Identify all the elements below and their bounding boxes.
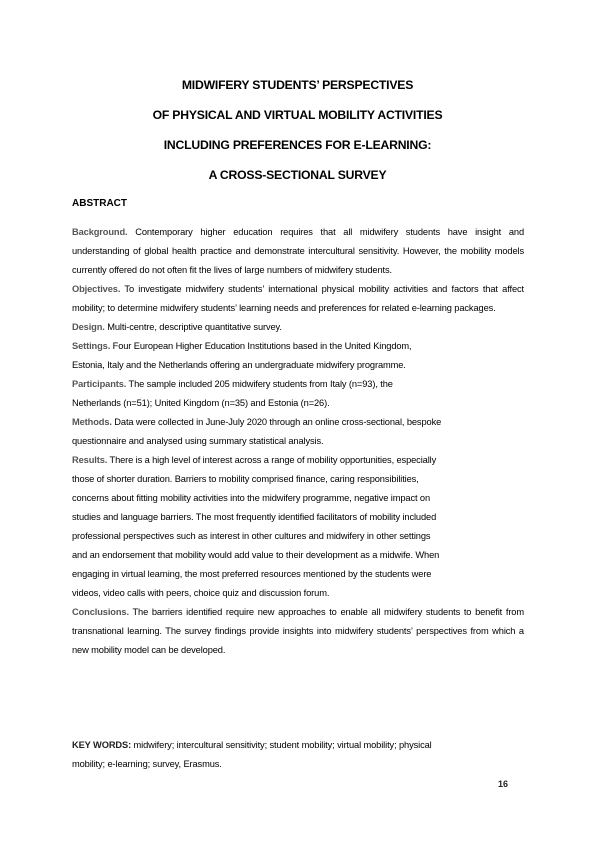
objectives-text: To investigate midwifery students’ international physical mobility activities and factors that affect mobility; to determine midwifery students’ learning needs and preferences for related e-learning packages. xyxy=(72,284,524,313)
keywords-paragraph xyxy=(72,736,527,774)
results-label: Results. xyxy=(72,455,108,465)
results-line-3: concerns about fitting mobility activities into the midwifery programme, negative impact on xyxy=(72,493,431,503)
title-line-1: MIDWIFERY STUDENTS’ PERSPECTIVES xyxy=(181,78,414,92)
settings-line-1: Four European Higher Education Institutions based in the United Kingdom, xyxy=(110,341,412,351)
conclusions-label: Conclusions. xyxy=(72,607,129,617)
conclusions-paragraph xyxy=(72,603,524,660)
objectives-label: Objectives. xyxy=(72,284,121,294)
page-number: 16 xyxy=(498,779,509,789)
design-text: Multi-centre, descriptive quantitative survey. xyxy=(104,322,282,332)
settings-line-2: Estonia, Italy and the Netherlands offering an undergraduate midwifery programme. xyxy=(72,360,406,370)
results-paragraph xyxy=(72,451,524,603)
methods-paragraph xyxy=(72,413,524,451)
title-line-4: A CROSS-SECTIONAL SURVEY xyxy=(208,168,387,182)
abstract-body xyxy=(72,223,524,660)
keywords-label: KEY WORDS: xyxy=(72,740,132,750)
participants-paragraph xyxy=(72,375,524,413)
background-text: Contemporary higher education requires that all midwifery students have insight and understanding of global health practice and demonstrate intercultural sensitivity. However, the mobility models currently offered do not often fit the lives of large numbers of midwifery students. xyxy=(72,227,524,275)
title-line-2: OF PHYSICAL AND VIRTUAL MOBILITY ACTIVITIES xyxy=(152,108,443,122)
conclusions-text: The barriers identified require new approaches to enable all midwifery students to benefit from transnational learning. The survey findings provide insights into midwifery students’ perspectives from which a new mobility model can be developed. xyxy=(72,607,524,655)
abstract-heading: ABSTRACT xyxy=(72,198,127,209)
results-line-6: and an endorsement that mobility would add value to their development as a midwife. When xyxy=(72,550,440,560)
keywords-line-1: midwifery; intercultural sensitivity; student mobility; virtual mobility; physical xyxy=(131,740,432,750)
title-line-3: INCLUDING PREFERENCES FOR E-LEARNING: xyxy=(163,138,432,152)
participants-line-1: The sample included 205 midwifery students from Italy (n=93), the xyxy=(126,379,393,389)
results-line-7: engaging in virtual learning, the most preferred resources mentioned by the students were xyxy=(72,569,432,579)
participants-label: Participants. xyxy=(72,379,127,389)
participants-line-2: Netherlands (n=51); United Kingdom (n=35) and Estonia (n=26). xyxy=(72,398,330,408)
background-paragraph xyxy=(72,223,524,280)
methods-line-1: Data were collected in June-July 2020 through an online cross-sectional, bespoke xyxy=(111,417,442,427)
settings-label: Settings. xyxy=(72,341,111,351)
methods-label: Methods. xyxy=(72,417,112,427)
results-line-8: videos, video calls with peers, choice quiz and discussion forum. xyxy=(72,588,330,598)
design-paragraph xyxy=(72,318,524,337)
objectives-paragraph xyxy=(72,280,524,318)
paper-title xyxy=(60,70,535,190)
results-line-2: those of shorter duration. Barriers to mobility comprised finance, caring responsibilities, xyxy=(72,474,419,484)
results-line-5: professional perspectives such as interest in other cultures and midwifery in other settings xyxy=(72,531,431,541)
background-label: Background. xyxy=(72,227,128,237)
methods-line-2: questionnaire and analysed using summary statistical analysis. xyxy=(72,436,324,446)
results-line-1: There is a high level of interest across a range of mobility opportunities, especially xyxy=(107,455,437,465)
results-line-4: studies and language barriers. The most frequently identified facilitators of mobility included xyxy=(72,512,437,522)
settings-paragraph xyxy=(72,337,524,375)
keywords-line-2: mobility; e-learning; survey, Erasmus. xyxy=(72,759,222,769)
design-label: Design. xyxy=(72,322,105,332)
